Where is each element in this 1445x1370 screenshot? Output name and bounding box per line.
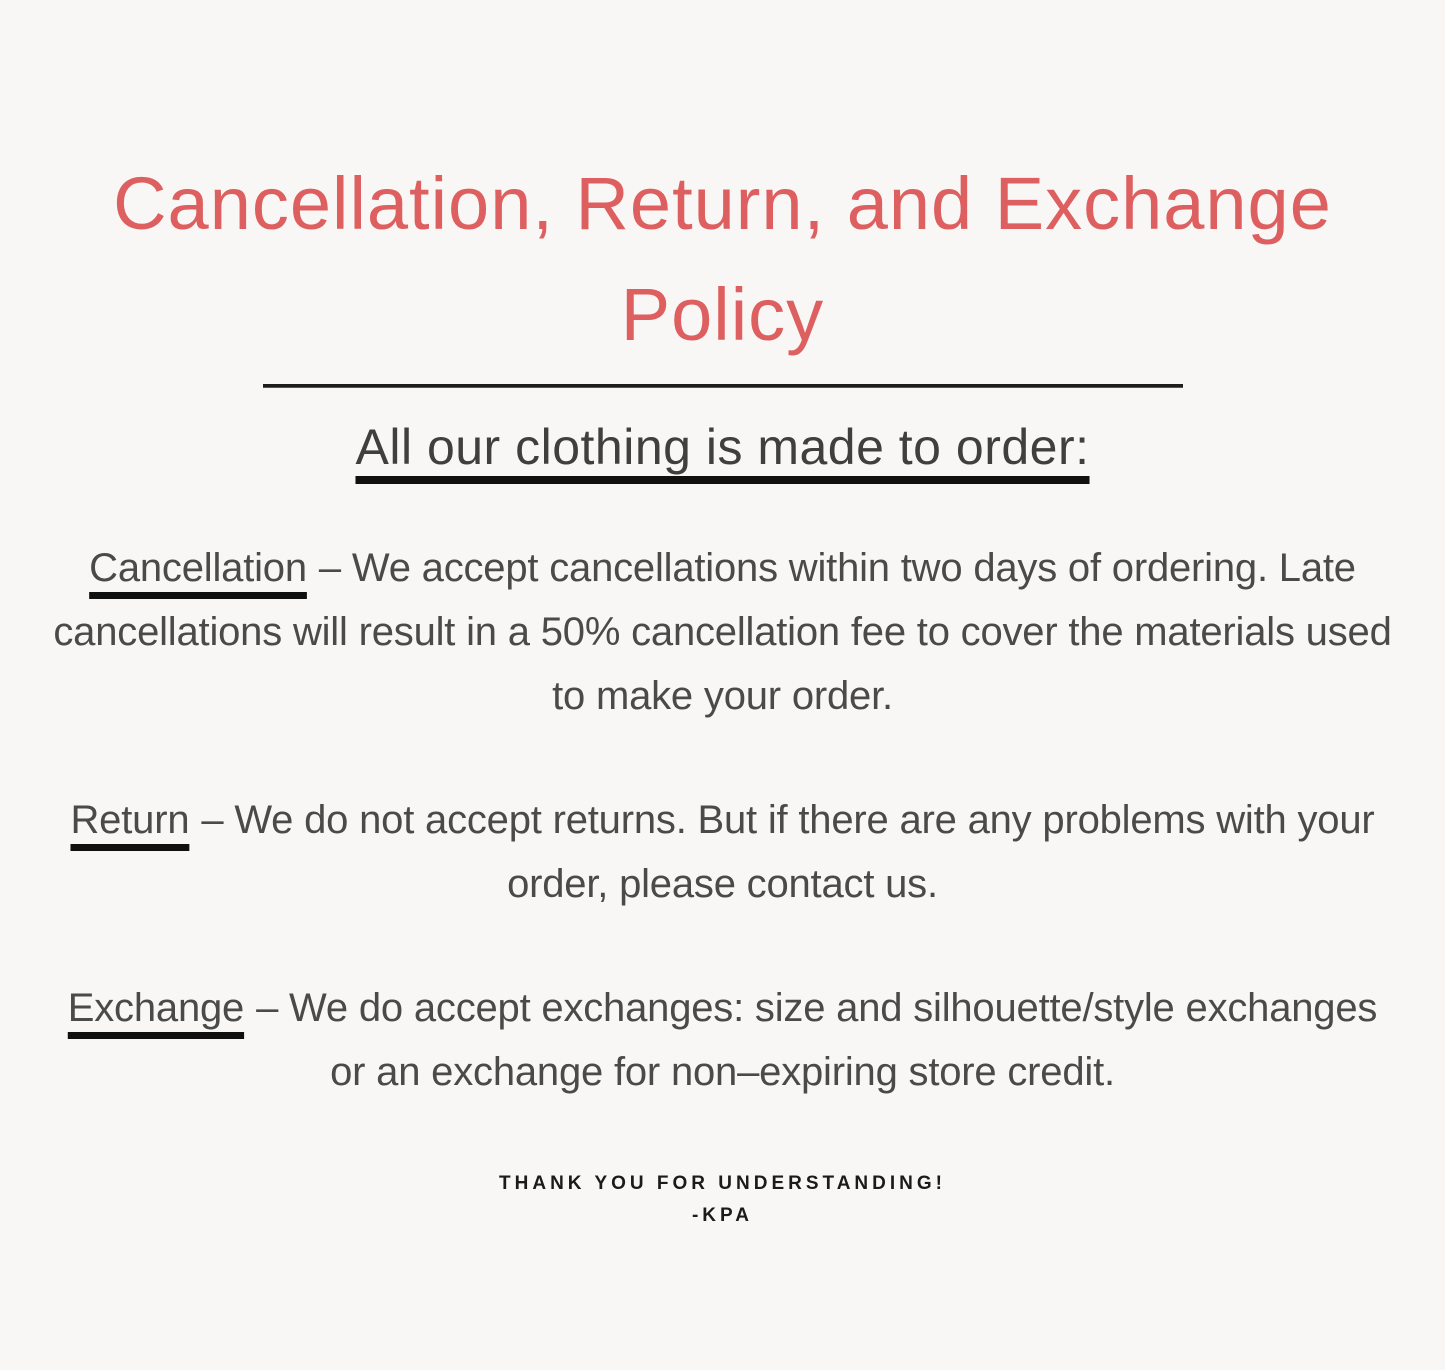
footer-signature: -KPA [691, 1205, 754, 1227]
page-title [113, 148, 1332, 370]
section-exchange-text: – We do accept exchanges: size and silhouette/style exchanges or an exchange for non–expiring store credit. [256, 986, 1378, 1094]
subtitle [355, 418, 1089, 476]
footer-thanks-text: THANK YOU FOR UNDERSTANDING! [499, 1173, 946, 1194]
section-exchange-heading: Exchange [67, 986, 245, 1030]
title-divider [263, 384, 1183, 388]
section-cancellation-text: – We accept cancellations within two days of ordering. Late cancellations will result in a 50% cancellation fee to cover the materials used to make your order. [53, 546, 1392, 718]
footer-note [499, 1168, 946, 1233]
section-return-heading: Return [70, 798, 190, 842]
section-exchange [48, 976, 1398, 1104]
page-title-line2: Policy [620, 273, 825, 356]
page-title-line1: Cancellation, Return, and Exchange [113, 162, 1332, 245]
subtitle-text: All our clothing is made to order: [355, 419, 1090, 475]
section-cancellation-heading: Cancellation [89, 546, 307, 590]
section-return [48, 788, 1398, 916]
section-cancellation [48, 536, 1398, 728]
section-return-text: – We do not accept returns. But if there are any problems with your order, please contact us. [201, 798, 1375, 906]
